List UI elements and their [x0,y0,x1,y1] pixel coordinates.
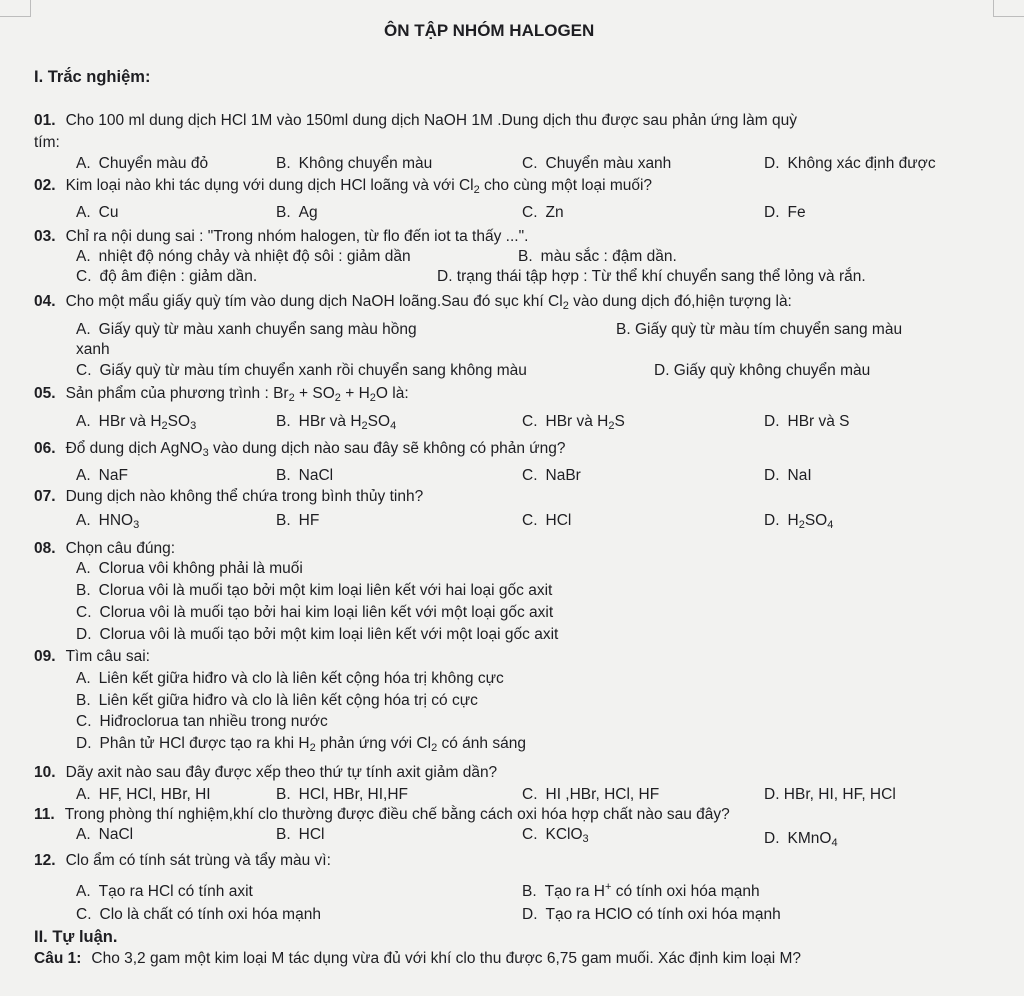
option-c: C. HCl [522,512,572,529]
page-title: ÔN TẬP NHÓM HALOGEN [384,21,595,40]
option-a: A. NaF [76,467,128,484]
option-c: C. độ âm điện : giảm dần. [76,268,258,285]
option-b: B. Giấy quỳ từ màu tím chuyển sang màu [616,321,903,338]
option-a: A. Tạo ra HCl có tính axit [76,883,253,900]
option-c: C. KClO$_3$ [522,826,589,845]
option-a: A. Liên kết giữa hiđro và clo là liên kết cộng hóa trị không cực [76,670,504,687]
option-b: B. NaCl [276,467,334,484]
question-text: Cho 100 ml dung dịch HCl 1M vào 150ml dung dịch NaOH 1M .Dung dịch thu được sau phản ứng làm quỳ [65,112,797,129]
option-a: A. HF, HCl, HBr, HI [76,786,211,803]
question-03: 03. Chỉ ra nội dung sai : "Trong nhóm halogen, từ flo đến iot ta thấy ...". [34,228,529,245]
option-d: D. Tạo ra HClO có tính oxi hóa mạnh [522,906,781,923]
option-c: C. Chuyển màu xanh [522,155,672,172]
question-08: 08. Chọn câu đúng: [34,540,176,557]
option-b: B. Ag [276,204,318,221]
option-a: A. nhiệt độ nóng chảy và nhiệt độ sôi : giảm dần [76,248,411,265]
option-b: B. Tạo ra H+ có tính oxi hóa mạnh [522,881,760,900]
option-d: D. Phân tử HCl được tạo ra khi $H_2$ phản ứng với $Cl_2$ có ánh sáng [76,735,526,754]
option-c: C. Giấy quỳ từ màu tím chuyển xanh rồi chuyển sang không màu [76,362,527,379]
question-11: 11. Trong phòng thí nghiệm,khí clo thường được điều chế bằng cách oxi hóa hợp chất nào sau đây? [34,806,730,823]
option-c: C. Hiđroclorua tan nhiều trong nước [76,713,328,730]
question-02: 02. Kim loại nào khi tác dụng với dung dịch HCl loãng và với $Cl_2$ cho cùng một loại muối? [34,177,653,196]
option-c: C. Clo là chất có tính oxi hóa mạnh [76,906,321,923]
option-d: D. $H_2SO_4$ [764,512,834,531]
option-a: A. Cu [76,204,119,221]
option-c: C. Clorua vôi là muối tạo bởi hai kim loại liên kết với một loại gốc axit [76,604,554,621]
option-c: C. HI ,HBr, HCl, HF [522,786,660,803]
question-04: 04. Cho một mẩu giấy quỳ tím vào dung dịch NaOH loãng.Sau đó sục khí $Cl_2$ vào dung dịch đó,hiện tượng là: [34,293,792,312]
option-b: B. HBr và $H_2SO_4$ [276,413,397,432]
option-b: B. HCl, HBr, HI,HF [276,786,409,803]
option-a: A. Giấy quỳ từ màu xanh chuyển sang màu hồng [76,321,417,338]
question-01-text-cont: tím: [34,134,60,151]
question-09: 09. Tìm câu sai: [34,648,150,665]
option-a: A. NaCl [76,826,134,843]
option-d: D. Không xác định được [764,155,936,172]
option-b: B. HF [276,512,320,529]
option-d: D. HBr và S [764,413,850,430]
option-b: B. màu sắc : đậm dần. [518,248,677,265]
question-05: 05. Sản phẩm của phương trình : $Br_2 + SO_2 + H_2O$ là: [34,385,409,404]
option-d: D. Giấy quỳ không chuyển màu [654,362,871,379]
option-a: A. Chuyển màu đỏ [76,155,209,172]
option-c: C. HBr và $H_2S$ [522,413,625,432]
option-d: D. NaI [764,467,812,484]
page-corner-mark-right [993,0,1024,17]
option-c: C. NaBr [522,467,581,484]
essay-question-1: Câu 1: Cho 3,2 gam một kim loại M tác dụng vừa đủ với khí clo thu được 6,75 gam muối. Xác định kim loại M? [34,950,801,967]
option-b: B. HCl [276,826,325,843]
question-number: 01. [34,112,56,129]
question-10: 10. Dãy axit nào sau đây được xếp theo thứ tự tính axit giảm dần? [34,764,498,781]
section-heading-essay: II. Tự luận. [34,928,118,946]
option-d: D. Fe [764,204,806,221]
question-06: 06. Đổ dung dịch AgNO$_3$ vào dung dịch nào sau đây sẽ không có phản ứng? [34,440,566,459]
question-01 [34,112,797,130]
option-b: B. Không chuyển màu [276,155,433,172]
option-d: D. HBr, HI, HF, HCl [764,786,896,803]
page-corner-mark-left [0,0,31,17]
option-d: D. Clorua vôi là muối tạo bởi một kim loại liên kết với một loại gốc axit [76,626,559,643]
option-a: A. $HNO_3$ [76,512,140,531]
question-12: 12. Clo ẩm có tính sát trùng và tẩy màu vì: [34,852,331,869]
option-a: A. Clorua vôi không phải là muối [76,560,303,577]
option-d: D. trạng thái tập hợp : Từ thể khí chuyển sang thể lỏng và rắn. [437,268,866,285]
question-07: 07. Dung dịch nào không thể chứa trong bình thủy tinh? [34,488,424,505]
option-d: D. KMnO$_4$ [764,830,838,849]
option-a: A. HBr và $H_2SO_3$ [76,413,197,432]
section-heading-multiple-choice: I. Trắc nghiệm: [34,68,151,86]
option-b: B. Clorua vôi là muối tạo bởi một kim loại liên kết với hai loại gốc axit [76,582,553,599]
option-b: B. Liên kết giữa hiđro và clo là liên kết cộng hóa trị có cực [76,692,478,709]
option-b-cont: xanh [76,341,110,358]
option-c: C. Zn [522,204,564,221]
